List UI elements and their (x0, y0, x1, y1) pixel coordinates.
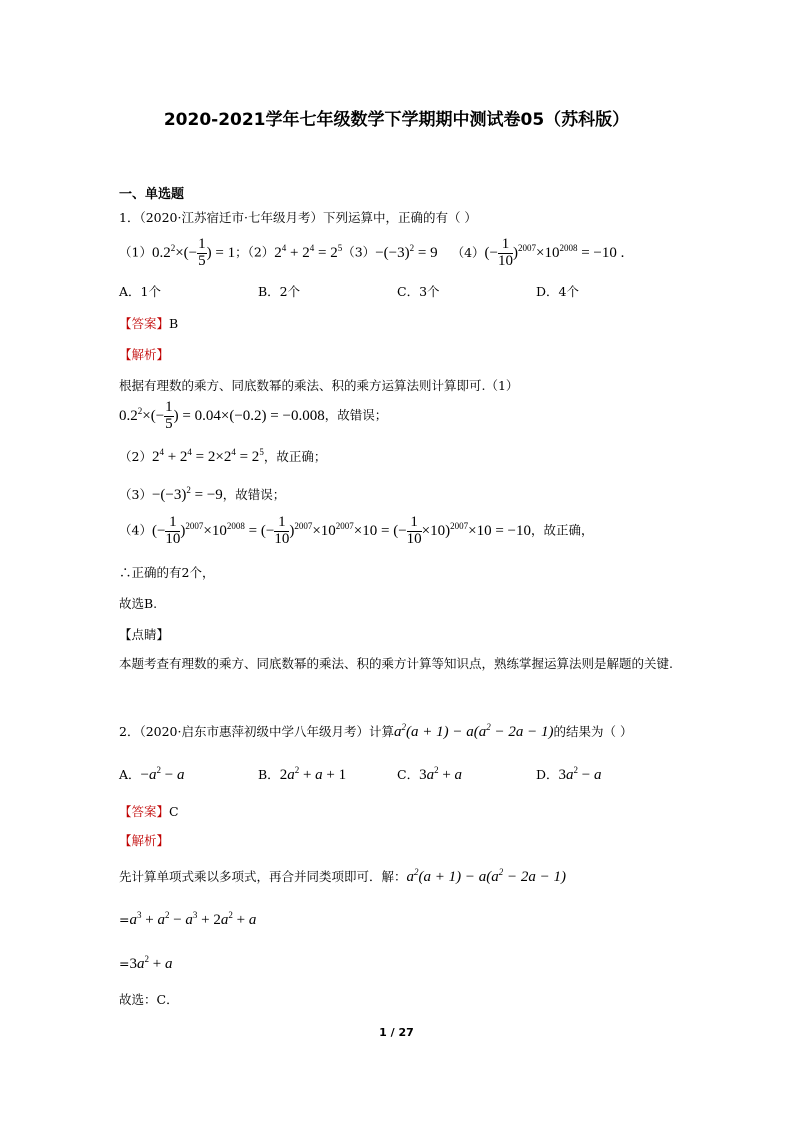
q1-s1-label: （1） (119, 244, 152, 260)
q1-therefore: ∴正确的有2个， (119, 565, 215, 580)
q1-formula-4: (− $\frac{1}{10}$ )$^{2007}\times 10^{2008}$ = (− $\frac{1}{10}$ )$^{2007}\times 10^{2007}\times 10$ = (− $\frac{1}{10}$ ×10)$^{2007}$×10 = −10 (151, 514, 532, 547)
q1-analysis-intro: 根据有理数的乘方、同底数幂的乘法、积的乘方运算法则计算即可.（1） (119, 378, 519, 393)
page-number: 1 / 27 (379, 1026, 414, 1039)
q1-option-b: B．2个 (258, 284, 301, 299)
section-heading: 一、单选题 (119, 187, 185, 202)
q1-statements (119, 237, 624, 270)
q1-s4-formula: (− $\frac{1}{10}$ )$^{2007}\times 10^{2008} = -10$ . (484, 236, 625, 269)
page-title: 2020-2021学年七年级数学下学期期中测试卷05（苏科版） (163, 110, 630, 130)
q1-verdict-4: ，故正确， (531, 522, 594, 538)
q2-analysis-line-3 (119, 953, 172, 973)
q1-l3-label: （3） (119, 487, 152, 502)
q1-verdict-2: ，故正确； (263, 449, 327, 464)
q2-stem-post: 的结果为（ ） (553, 724, 633, 739)
q1-s1-formula: $0.2^2\times(-$ $\frac{1}{5}$ ) = 1 (151, 236, 236, 269)
q1-l2-label: （2） (119, 449, 152, 464)
answer-value: B (169, 316, 179, 331)
q2-formula-2: $a^3 + a^2 - a^3 + 2a^2 + a$ (129, 910, 257, 928)
q2-analysis-line-2 (119, 909, 256, 929)
q1-l4-label: （4） (119, 522, 152, 538)
q1-s3-formula: $-(-3)^2 = 9$ (375, 242, 438, 261)
q1-analysis-line-1 (119, 400, 387, 433)
q1-comment: 本题考查有理数的乘方、同底数幂的乘法、积的乘方计算等知识点，熟练掌握运算法则是解题的关键. (119, 656, 673, 671)
q1-analysis-line-3 (119, 484, 285, 504)
q1-verdict-1: ，故错误； (324, 407, 388, 423)
answer-tag: 【答案】 (119, 316, 170, 331)
q1-s3-label: （3） (342, 244, 376, 260)
q2-option-a-label: A． (119, 767, 141, 782)
q2-eq-sign-1: = (119, 912, 130, 927)
q2-option-a (119, 764, 184, 784)
q1-formula-3: $-(-3)^2 = -9$ (151, 485, 223, 503)
q2-option-d-label: D． (536, 767, 559, 782)
q1-analysis-tag: 【解析】 (119, 347, 170, 362)
q2-option-d (536, 764, 602, 784)
q1-comment-tag: 【点睛】 (119, 627, 170, 642)
q1-s2-formula: $2^4 + 2^4 = 2^5$ (274, 242, 343, 261)
q2-stem (119, 721, 632, 741)
q1-s2-label: ；（2） (235, 244, 275, 260)
q1-option-a: A．1个 (119, 284, 161, 299)
q2-option-c-label: C． (397, 767, 420, 782)
q1-analysis-line-2 (119, 446, 326, 466)
q1-analysis-line-4 (119, 515, 594, 548)
q2-option-a-formula: $-a^2 - a$ (140, 765, 185, 783)
q2-analysis-line-1 (119, 866, 566, 886)
q2-option-c-formula: $3a^2 + a$ (419, 765, 463, 783)
q1-answer (119, 313, 178, 332)
q2-option-b (258, 764, 346, 784)
q2-formula-3: $3a^2 + a$ (129, 954, 173, 972)
q1-verdict-3: ，故错误； (222, 487, 286, 502)
q1-stem: 1．（2020·江苏宿迁市·七年级月考）下列运算中，正确的有（ ） (119, 210, 477, 225)
q2-analysis-intro: 先计算单项式乘以多项式，再合并同类项即可．解： (119, 869, 407, 884)
q2-eq-sign-2: = (119, 956, 130, 971)
answer-value: C (169, 804, 179, 819)
q2-option-b-formula: $2a^2 + a + 1$ (279, 765, 347, 783)
answer-tag: 【答案】 (119, 804, 170, 819)
q2-option-d-formula: $3a^2 - a$ (558, 765, 602, 783)
q1-choose: 故选B. (119, 596, 158, 611)
q1-formula-1: $0.2^2\times(-$ $\frac{1}{5}$ ) = 0.04×(−0.2) = −0.008 (119, 399, 325, 432)
q2-analysis-expression: $a^2(a + 1) - a(a^2 - 2a - 1)$ (406, 867, 566, 885)
q2-option-c (397, 764, 462, 784)
q1-s4-label: （4） (451, 244, 485, 260)
q1-option-c: C．3个 (397, 284, 440, 299)
q2-stem-pre: 2．（2020·启东市惠萍初级中学八年级月考）计算 (119, 724, 394, 739)
q2-expression: $a^2(a + 1) - a(a^2 - 2a - 1)$ (394, 722, 554, 740)
q1-formula-2: $2^4 + 2^4 = 2\times 2^4 = 2^5$ (151, 447, 264, 465)
q2-analysis-tag: 【解析】 (119, 833, 170, 848)
q2-option-b-label: B． (258, 767, 280, 782)
q2-choose: 故选：C． (119, 992, 179, 1007)
q2-answer (119, 801, 179, 820)
q1-option-d: D．4个 (536, 284, 579, 299)
